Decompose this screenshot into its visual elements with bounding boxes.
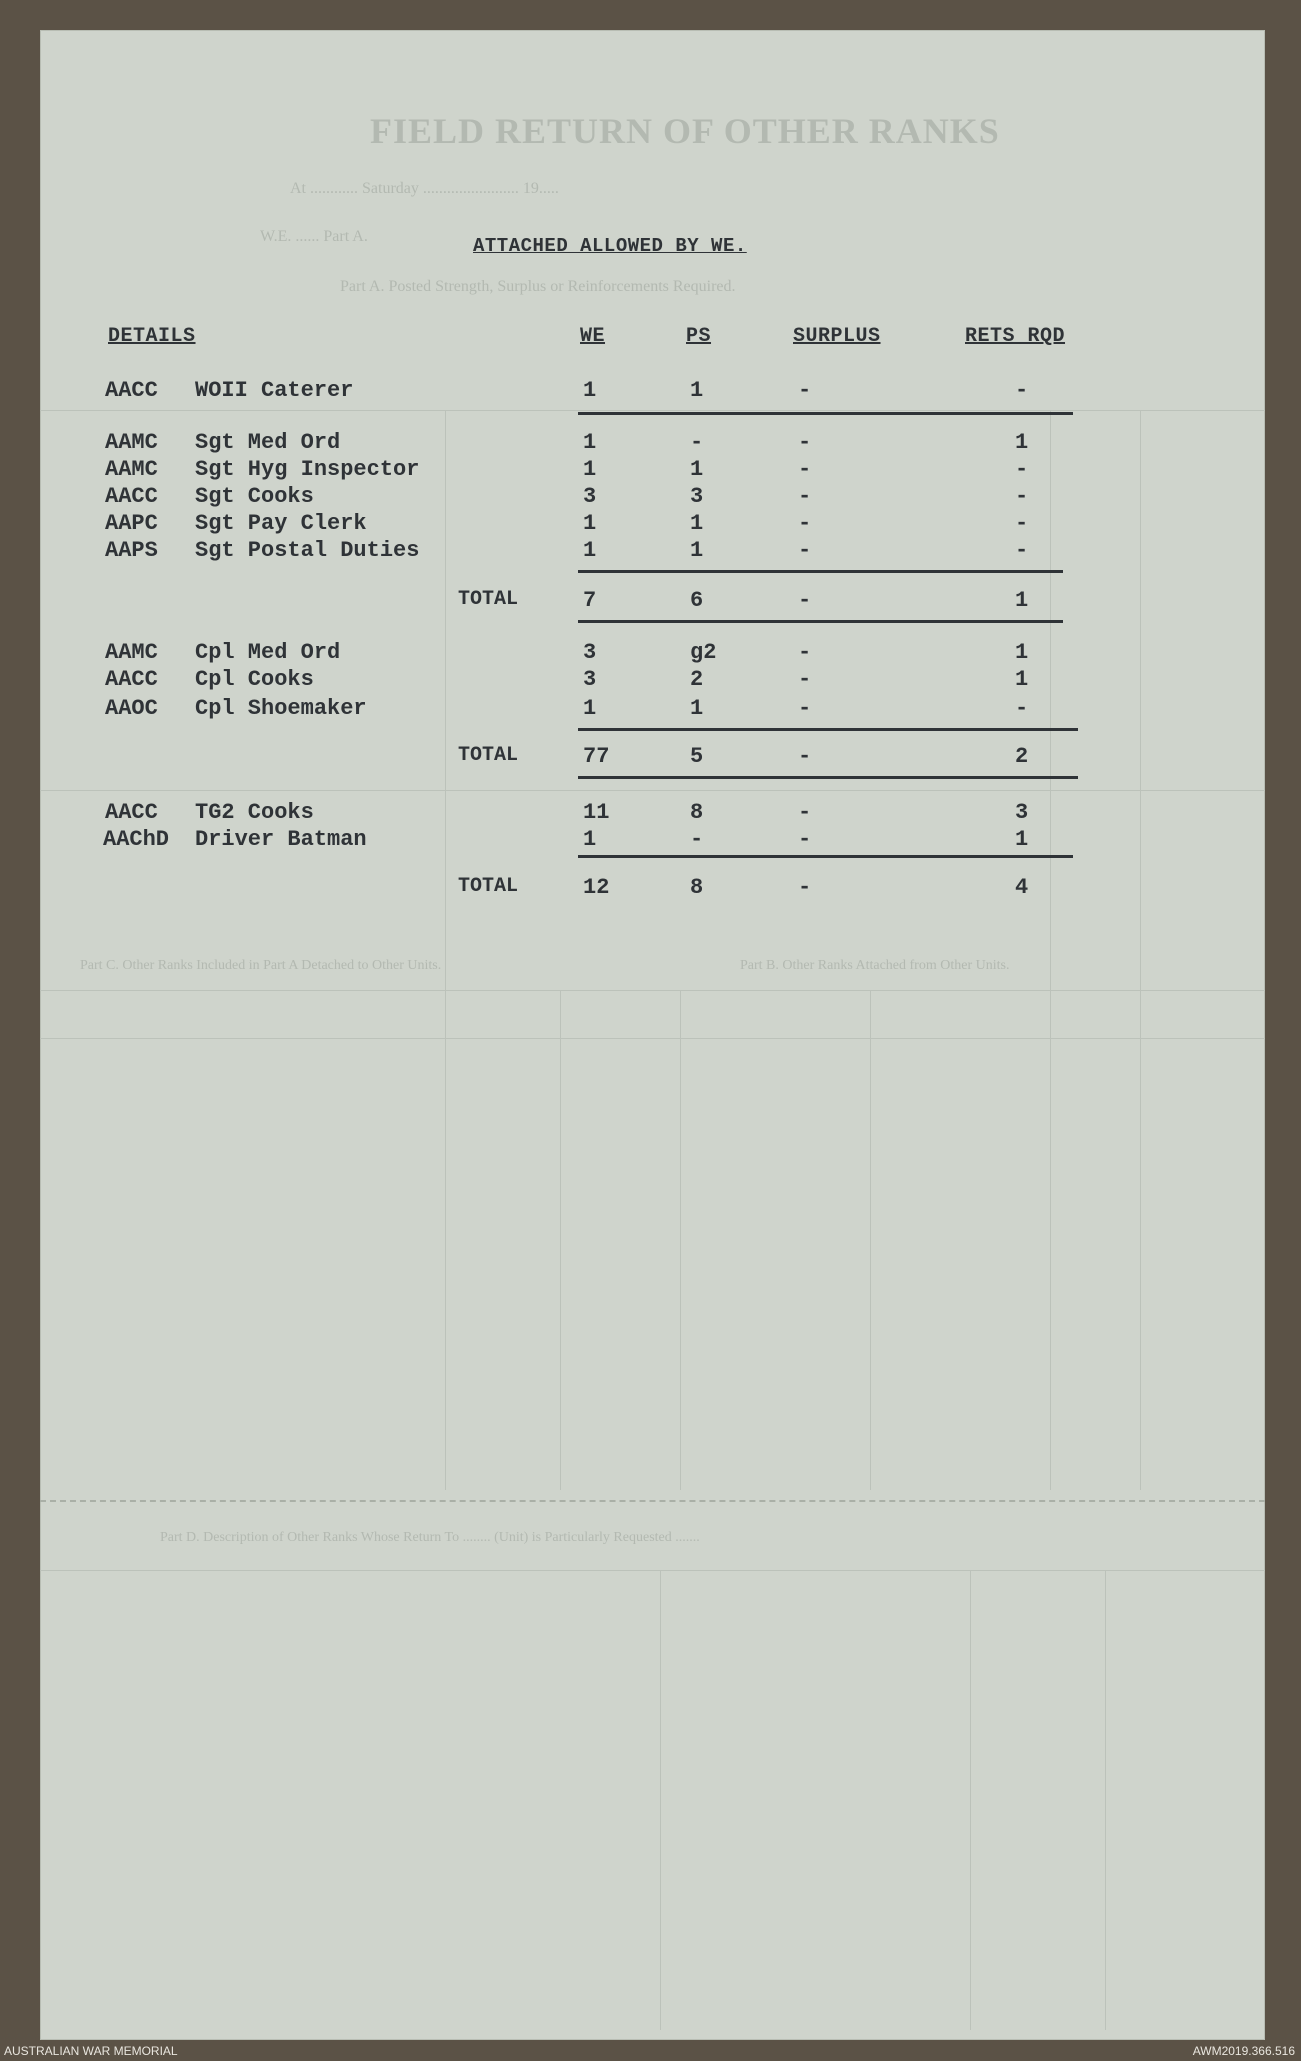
corps-cell: AAMC xyxy=(105,457,158,482)
background-form-line-1: At ............ Saturday ........................ 19..... xyxy=(290,180,559,197)
corps-cell: AAChD xyxy=(103,827,170,852)
surplus-cell: - xyxy=(798,457,812,482)
we-cell: 1 xyxy=(583,696,597,721)
surplus-cell: - xyxy=(798,378,812,403)
ps-cell: g2 xyxy=(690,640,717,665)
rets-cell: - xyxy=(1015,696,1029,721)
we-cell: 1 xyxy=(583,378,597,403)
description-cell: Sgt Med Ord xyxy=(195,430,341,455)
table-rule xyxy=(578,620,1063,623)
rets-cell: - xyxy=(1015,457,1029,482)
surplus-cell: - xyxy=(798,484,812,509)
surplus-cell: - xyxy=(798,640,812,665)
description-cell: TG2 Cooks xyxy=(195,800,314,825)
document-sheet xyxy=(40,30,1265,2040)
description-cell: Cpl Shoemaker xyxy=(195,696,367,721)
description-cell: Driver Batman xyxy=(195,827,367,852)
we-cell: 77 xyxy=(583,744,610,769)
corps-cell: AAPC xyxy=(105,511,158,536)
ps-cell: 1 xyxy=(690,457,704,482)
rets-cell: 1 xyxy=(1015,827,1029,852)
ps-cell: - xyxy=(690,430,704,455)
rets-cell: 2 xyxy=(1015,744,1029,769)
ps-cell: 1 xyxy=(690,378,704,403)
we-cell: 3 xyxy=(583,667,597,692)
footer xyxy=(0,2040,1301,2061)
surplus-cell: - xyxy=(798,744,812,769)
total-label: TOTAL xyxy=(458,588,519,611)
rets-cell: - xyxy=(1015,378,1029,403)
surplus-cell: - xyxy=(798,875,812,900)
surplus-cell: - xyxy=(798,827,812,852)
table-rule xyxy=(578,855,1073,858)
corps-cell: AACC xyxy=(105,378,158,403)
page-title: ATTACHED ALLOWED BY WE. xyxy=(473,235,747,257)
rets-cell: - xyxy=(1015,538,1029,563)
ps-cell: 3 xyxy=(690,484,704,509)
column-header-we: WE xyxy=(580,325,606,348)
ps-cell: 1 xyxy=(690,696,704,721)
rets-cell: - xyxy=(1015,511,1029,536)
column-header-details: DETAILS xyxy=(108,325,196,348)
we-cell: 7 xyxy=(583,588,597,613)
we-cell: 3 xyxy=(583,484,597,509)
ps-cell: 1 xyxy=(690,538,704,563)
background-form-title: FIELD RETURN OF OTHER RANKS xyxy=(370,111,1000,151)
total-label: TOTAL xyxy=(458,875,519,898)
we-cell: 1 xyxy=(583,511,597,536)
background-part-c: Part C. Other Ranks Included in Part A Detached to Other Units. xyxy=(80,958,442,973)
rets-cell: 3 xyxy=(1015,800,1029,825)
corps-cell: AACC xyxy=(105,484,158,509)
rets-cell: 1 xyxy=(1015,430,1029,455)
background-part-b: Part B. Other Ranks Attached from Other Units. xyxy=(740,958,1010,973)
description-cell: Sgt Pay Clerk xyxy=(195,511,367,536)
column-header-ps: PS xyxy=(686,325,712,348)
surplus-cell: - xyxy=(798,538,812,563)
we-cell: 1 xyxy=(583,430,597,455)
ps-cell: 6 xyxy=(690,588,704,613)
corps-cell: AAOC xyxy=(105,696,158,721)
table-rule xyxy=(578,412,1073,415)
we-cell: 3 xyxy=(583,640,597,665)
footer-accession: AWM2019.366.516 xyxy=(1192,2044,1295,2058)
rets-cell: - xyxy=(1015,484,1029,509)
surplus-cell: - xyxy=(798,430,812,455)
surplus-cell: - xyxy=(798,511,812,536)
rets-cell: 1 xyxy=(1015,640,1029,665)
surplus-cell: - xyxy=(798,667,812,692)
we-cell: 11 xyxy=(583,800,610,825)
we-cell: 1 xyxy=(583,827,597,852)
surplus-cell: - xyxy=(798,800,812,825)
total-label: TOTAL xyxy=(458,744,519,767)
column-header-rets-rqd: RETS RQD xyxy=(965,325,1066,348)
ps-cell: 8 xyxy=(690,800,704,825)
description-cell: Sgt Cooks xyxy=(195,484,314,509)
ps-cell: 2 xyxy=(690,667,704,692)
ps-cell: 1 xyxy=(690,511,704,536)
ps-cell: 5 xyxy=(690,744,704,769)
table-rule xyxy=(578,728,1078,731)
rets-cell: 1 xyxy=(1015,667,1029,692)
background-form-line-3: Part A. Posted Strength, Surplus or Reinforcements Required. xyxy=(340,278,736,295)
ps-cell: 8 xyxy=(690,875,704,900)
description-cell: Sgt Postal Duties xyxy=(195,538,420,563)
description-cell: Cpl Cooks xyxy=(195,667,314,692)
corps-cell: AAMC xyxy=(105,640,158,665)
surplus-cell: - xyxy=(798,696,812,721)
footer-source: AUSTRALIAN WAR MEMORIAL xyxy=(4,2044,178,2058)
rets-cell: 1 xyxy=(1015,588,1029,613)
corps-cell: AAPS xyxy=(105,538,158,563)
corps-cell: AAMC xyxy=(105,430,158,455)
surplus-cell: - xyxy=(798,588,812,613)
corps-cell: AACC xyxy=(105,800,158,825)
ps-cell: - xyxy=(690,827,704,852)
we-cell: 1 xyxy=(583,457,597,482)
we-cell: 12 xyxy=(583,875,610,900)
rets-cell: 4 xyxy=(1015,875,1029,900)
table-rule xyxy=(578,776,1078,779)
typed-content xyxy=(40,30,1265,2040)
description-cell: WOII Caterer xyxy=(195,378,354,403)
description-cell: Sgt Hyg Inspector xyxy=(195,457,420,482)
background-form-line-2: W.E. ...... Part A. xyxy=(260,228,368,245)
table-rule xyxy=(578,570,1063,573)
background-part-d: Part D. Description of Other Ranks Whose Return To ........ (Unit) is Particularly Requested ....... xyxy=(160,1530,700,1545)
column-header-surplus: SURPLUS xyxy=(793,325,881,348)
description-cell: Cpl Med Ord xyxy=(195,640,341,665)
corps-cell: AACC xyxy=(105,667,158,692)
we-cell: 1 xyxy=(583,538,597,563)
